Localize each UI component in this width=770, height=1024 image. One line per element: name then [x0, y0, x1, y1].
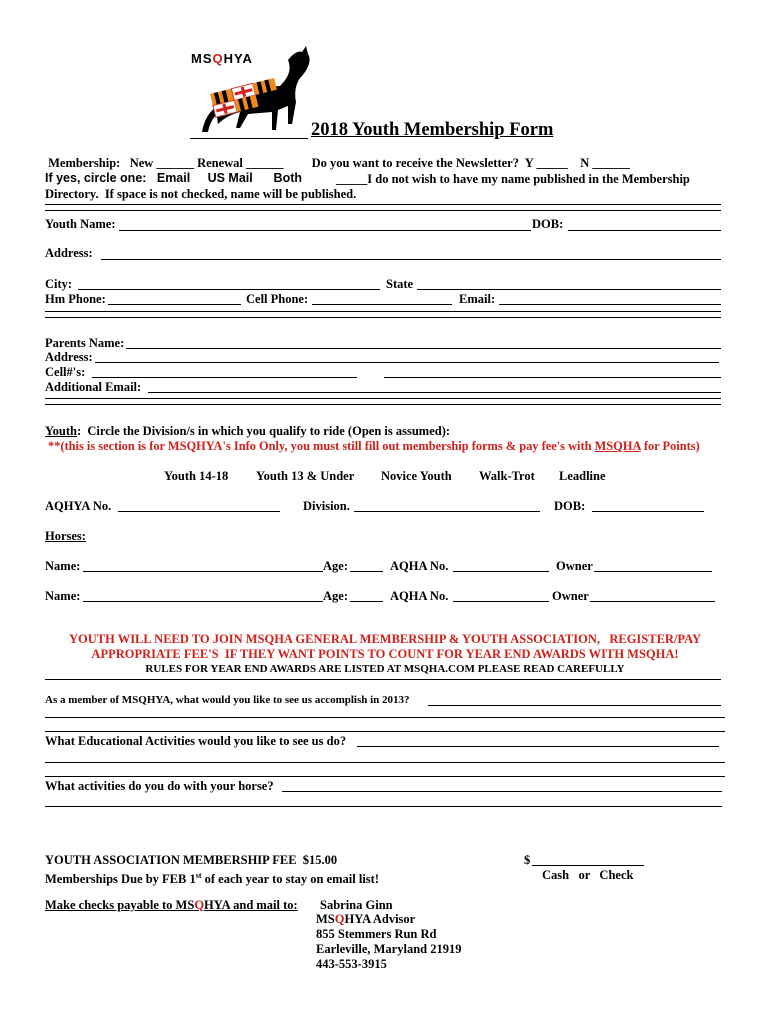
due-text: Memberships Due by FEB 1 — [45, 872, 196, 887]
division-youth-14-18[interactable]: Youth 14-18 — [164, 469, 229, 483]
horse-2-name-label: Name: — [45, 589, 81, 603]
division-label: Division. — [303, 499, 350, 513]
parents-name-field[interactable] — [126, 348, 721, 349]
youth-divisions-line — [45, 424, 450, 439]
msqhya-logo — [188, 40, 328, 140]
info-note-tail: for Points) — [640, 439, 700, 453]
horse-1-owner-label: Owner — [556, 559, 593, 573]
horses-label: Horses: — [45, 529, 86, 543]
cell-2-field[interactable] — [384, 377, 721, 378]
youth-name-label: Youth Name: — [45, 217, 116, 231]
email-label: Email: — [459, 292, 496, 306]
cells-label: Cell#'s: — [45, 365, 86, 379]
additional-email-field[interactable] — [148, 392, 721, 393]
horse-1-name-label: Name: — [45, 559, 81, 573]
hm-phone-label: Hm Phone: — [45, 292, 106, 306]
due-line — [45, 868, 379, 887]
horse-2-aqha-field[interactable] — [453, 601, 549, 602]
dob2-label: DOB: — [554, 499, 586, 513]
email-field[interactable] — [499, 304, 721, 305]
info-note-msqha: MSQHA — [594, 439, 641, 453]
logo-wordmark — [191, 51, 253, 66]
horse-1-aqha-label: AQHA No. — [390, 559, 449, 573]
cell-phone-label: Cell Phone: — [246, 292, 309, 306]
cell-phone-field[interactable] — [312, 304, 452, 305]
division-walk-trot[interactable]: Walk-Trot — [479, 469, 535, 483]
dob-label: DOB: — [532, 217, 564, 231]
aqhya-field[interactable] — [118, 511, 280, 512]
directory-line: Directory. If space is not checked, name will be published. — [45, 187, 357, 201]
city-field[interactable] — [78, 289, 380, 290]
cell-1-field[interactable] — [92, 377, 357, 378]
city-label: City: — [45, 277, 73, 291]
answer-accomplish-3[interactable] — [45, 731, 725, 732]
youth-name-field[interactable] — [119, 230, 531, 231]
rules-rule — [45, 679, 721, 680]
checks-text: Make checks payable to MS — [45, 898, 195, 912]
horse-1-age-label: Age: — [323, 559, 348, 573]
fee-dollar: $ — [524, 853, 531, 867]
youth-circle-text: : Circle the Division/s in which you qualify to ride (Open is assumed): — [76, 424, 451, 438]
advisor-title-ms: MS — [316, 912, 335, 926]
info-note-text: **(this is section is for MSQHYA's Info Only, you must still fill out membership forms & pay fee's with — [48, 439, 595, 453]
checks-payable-line — [45, 898, 298, 913]
dob-field[interactable] — [568, 230, 721, 231]
dob2-field[interactable] — [592, 511, 704, 512]
horse-2-owner-field[interactable] — [590, 601, 715, 602]
logo-text-ms: MS — [191, 51, 213, 66]
answer-activities-1[interactable] — [282, 791, 722, 792]
checks-q: Q — [194, 898, 205, 912]
advisor-city: Earleville, Maryland 21919 — [316, 942, 462, 956]
parents-name-label: Parents Name: — [45, 336, 125, 350]
due-sup: st — [195, 871, 202, 880]
address-label: Address: — [45, 246, 93, 260]
notice-line-1: YOUTH WILL NEED TO JOIN MSQHA GENERAL MEMBERSHIP & YOUTH ASSOCIATION, REGISTER/PAY — [68, 632, 702, 646]
division-leadline[interactable]: Leadline — [559, 469, 606, 483]
advisor-name: Sabrina Ginn — [320, 898, 393, 912]
fee-label: YOUTH ASSOCIATION MEMBERSHIP FEE $15.00 — [45, 853, 338, 867]
logo-text-q: Q — [212, 51, 224, 66]
additional-email-label: Additional Email: — [45, 380, 142, 394]
answer-accomplish-1[interactable] — [428, 705, 721, 706]
checks-tail: HYA and mail to: — [204, 898, 298, 912]
logo-text-hya: HYA — [223, 51, 253, 66]
newsletter-circle-line: If yes, circle one: Email US Mail Both — [45, 171, 303, 185]
title-rule — [190, 138, 308, 139]
division-youth-13-under[interactable]: Youth 13 & Under — [256, 469, 355, 483]
horse-2-name-field[interactable] — [83, 601, 323, 602]
due-tail: of each year to stay on email list! — [201, 872, 379, 887]
answer-educational-3[interactable] — [45, 776, 725, 777]
answer-accomplish-2[interactable] — [45, 717, 725, 718]
division-novice-youth[interactable]: Novice Youth — [381, 469, 452, 483]
question-activities: What activities do you do with your horse? — [45, 779, 274, 793]
question-accomplish: As a member of MSQHYA, what would you like to see us accomplish in 2013? — [45, 694, 410, 706]
advisor-title-q: Q — [334, 912, 345, 926]
page-title: 2018 Youth Membership Form — [311, 120, 554, 140]
separator-3 — [45, 398, 721, 405]
address-field[interactable] — [101, 259, 721, 260]
rules-line: RULES FOR YEAR END AWARDS ARE LISTED AT MSQHA.COM PLEASE READ CAREFULLY — [145, 663, 625, 675]
no-publish-line: _____I do not wish to have my name published in the Membership — [336, 172, 690, 186]
horse-1-name-field[interactable] — [83, 571, 323, 572]
advisor-title — [316, 912, 415, 927]
aqhya-label: AQHYA No. — [45, 499, 112, 513]
horse-2-owner-label: Owner — [552, 589, 589, 603]
youth-label: Youth — [45, 424, 77, 438]
info-only-note — [48, 439, 700, 454]
parents-address-field[interactable] — [95, 362, 719, 363]
hm-phone-field[interactable] — [108, 304, 241, 305]
answer-educational-2[interactable] — [45, 762, 725, 763]
notice-line-2: APPROPRIATE FEE'S IF THEY WANT POINTS TO COUNT FOR YEAR END AWARDS WITH MSQHA! — [91, 647, 679, 661]
advisor-phone: 443-553-3915 — [316, 957, 387, 971]
horse-2-age-field[interactable] — [350, 601, 383, 602]
separator-1 — [45, 204, 721, 211]
separator-2 — [45, 311, 721, 318]
advisor-title-tail: HYA Advisor — [344, 912, 416, 926]
parents-address-label: Address: — [45, 350, 93, 364]
answer-educational-1[interactable] — [357, 746, 719, 747]
state-label: State — [386, 277, 414, 291]
answer-activities-2[interactable] — [45, 806, 722, 807]
membership-line: Membership: New ______ Renewal ______ Do you want to receive the Newsletter? Y _____ N ______ — [45, 156, 630, 170]
question-educational: What Educational Activities would you like to see us do? — [45, 734, 347, 748]
horse-2-aqha-label: AQHA No. — [390, 589, 449, 603]
cash-or-check[interactable]: Cash or Check — [542, 868, 634, 882]
horse-1-aqha-field[interactable] — [453, 571, 549, 572]
horse-1-age-field[interactable] — [350, 571, 383, 572]
horse-2-age-label: Age: — [323, 589, 348, 603]
division-field[interactable] — [354, 511, 540, 512]
state-field[interactable] — [417, 289, 721, 290]
horse-1-owner-field[interactable] — [594, 571, 712, 572]
fee-amount-field[interactable] — [532, 865, 644, 866]
advisor-street: 855 Stemmers Run Rd — [316, 927, 437, 941]
